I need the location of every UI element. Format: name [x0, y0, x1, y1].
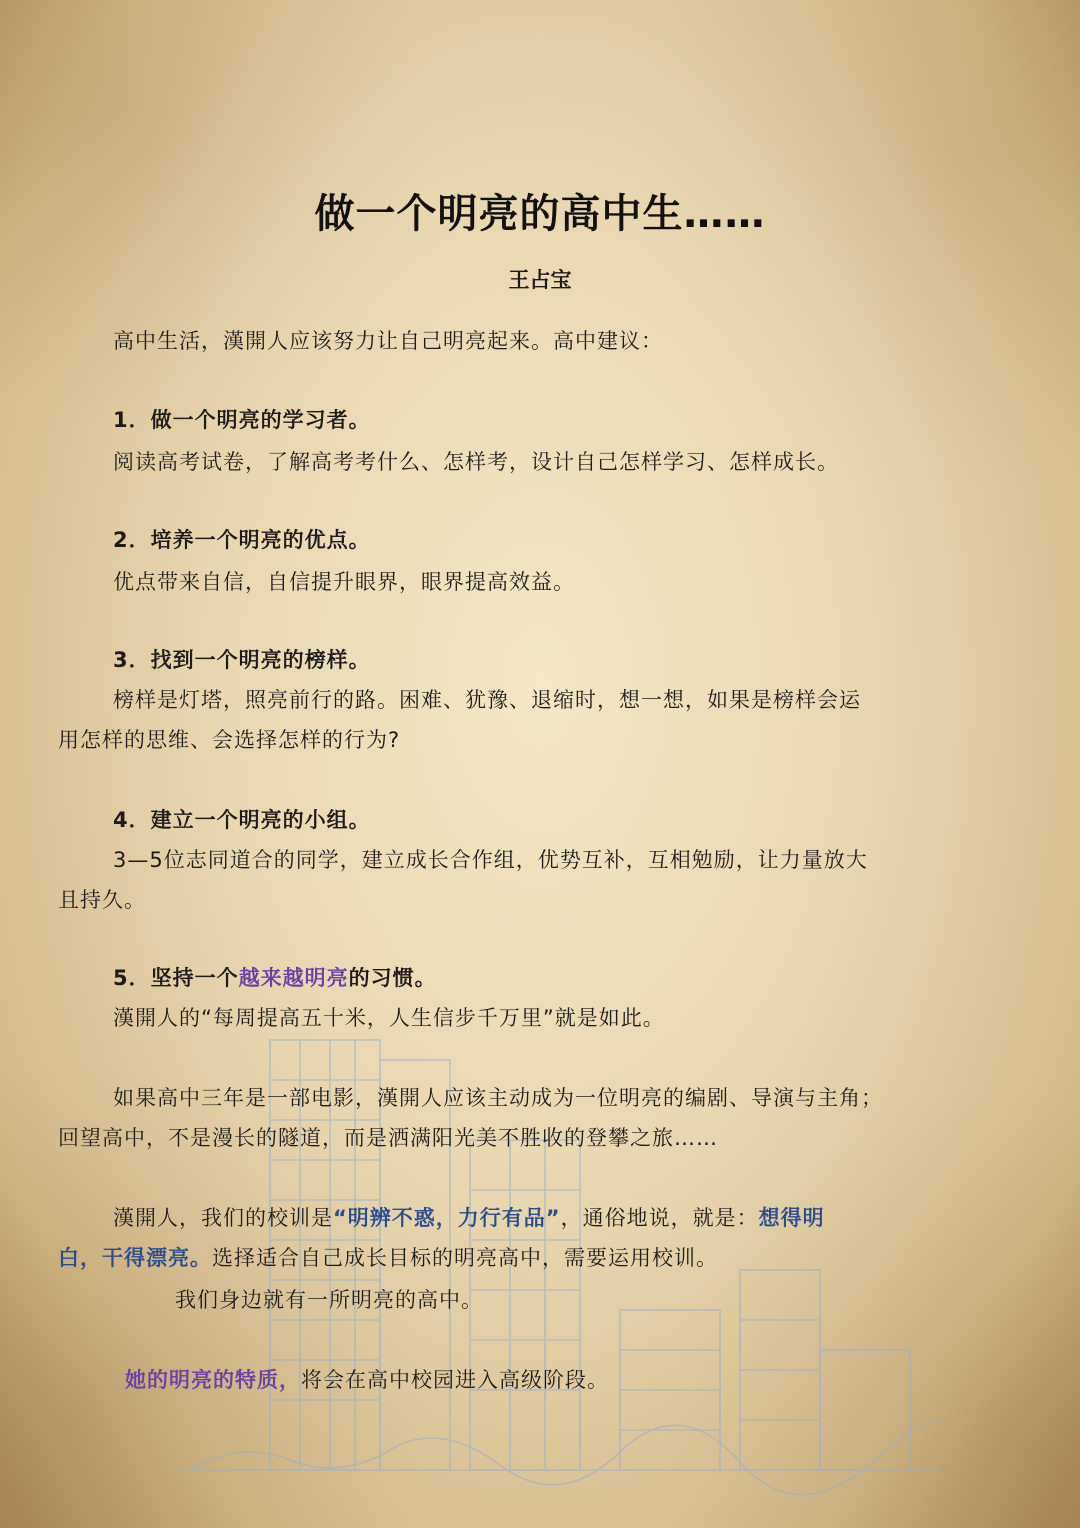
item-1-body: 阅读高考试卷，了解高考考什么、怎样考，设计自己怎样学习、怎样成长。 — [113, 450, 839, 474]
item-5-highlight: 越来越明亮 — [238, 966, 349, 990]
closing-highlight: 她的明亮的特质， — [125, 1368, 301, 1392]
school-line: 我们身边就有一所明亮的高中。 — [175, 1288, 483, 1312]
item-3-body-line-2: 用怎样的思维、会选择怎样的行为? — [58, 728, 401, 752]
motto-plain-part-1: 想得明 — [758, 1206, 825, 1230]
item-2-heading: 2．培养一个明亮的优点。 — [113, 528, 371, 552]
item-5-heading — [113, 962, 437, 992]
movie-paragraph-line-2: 回望高中，不是漫长的隧道，而是洒满阳光美不胜收的登攀之旅…… — [58, 1126, 718, 1150]
item-4-heading: 4．建立一个明亮的小组。 — [113, 808, 371, 832]
item-3-heading: 3．找到一个明亮的榜样。 — [113, 648, 371, 672]
motto-paragraph-line-1 — [113, 1202, 825, 1232]
motto-pre: 漢開人，我们的校训是 — [113, 1206, 333, 1230]
closing-rest: 将会在高中校园进入高级阶段。 — [301, 1368, 609, 1392]
motto-plain-part-2: 白，干得漂亮。 — [58, 1246, 212, 1270]
item-5-heading-post: 的习惯。 — [348, 966, 437, 990]
motto-post: 选择适合自己成长目标的明亮高中，需要运用校训。 — [212, 1246, 718, 1270]
item-1-heading: 1．做一个明亮的学习者。 — [113, 408, 371, 432]
item-3-body-line-1: 榜样是灯塔，照亮前行的路。困难、犹豫、退缩时，想一想，如果是榜样会运 — [113, 688, 861, 712]
article-title: 做一个明亮的高中生…… — [314, 191, 766, 237]
movie-paragraph-line-1: 如果高中三年是一部电影，漢開人应该主动成为一位明亮的编剧、导演与主角； — [113, 1086, 883, 1110]
item-4-body-line-1: 3—5位志同道合的同学，建立成长合作组，优势互补，互相勉励，让力量放大 — [113, 848, 868, 872]
author-name: 王占宝 — [508, 268, 572, 292]
motto-paragraph-line-2 — [58, 1242, 718, 1272]
school-motto: “明辨不惑，力行有品” — [333, 1206, 561, 1230]
item-5-heading-pre: 5．坚持一个 — [113, 966, 239, 990]
item-5-body: 漢開人的“每周提高五十米，人生信步千万里”就是如此。 — [113, 1006, 665, 1030]
item-2-body: 优点带来自信，自信提升眼界，眼界提高效益。 — [113, 570, 575, 594]
motto-mid: ，通俗地说，就是： — [560, 1206, 759, 1230]
item-4-body-line-2: 且持久。 — [58, 888, 146, 912]
intro-paragraph: 高中生活，漢開人应该努力让自己明亮起来。高中建议： — [113, 329, 663, 353]
closing-line — [125, 1364, 609, 1394]
